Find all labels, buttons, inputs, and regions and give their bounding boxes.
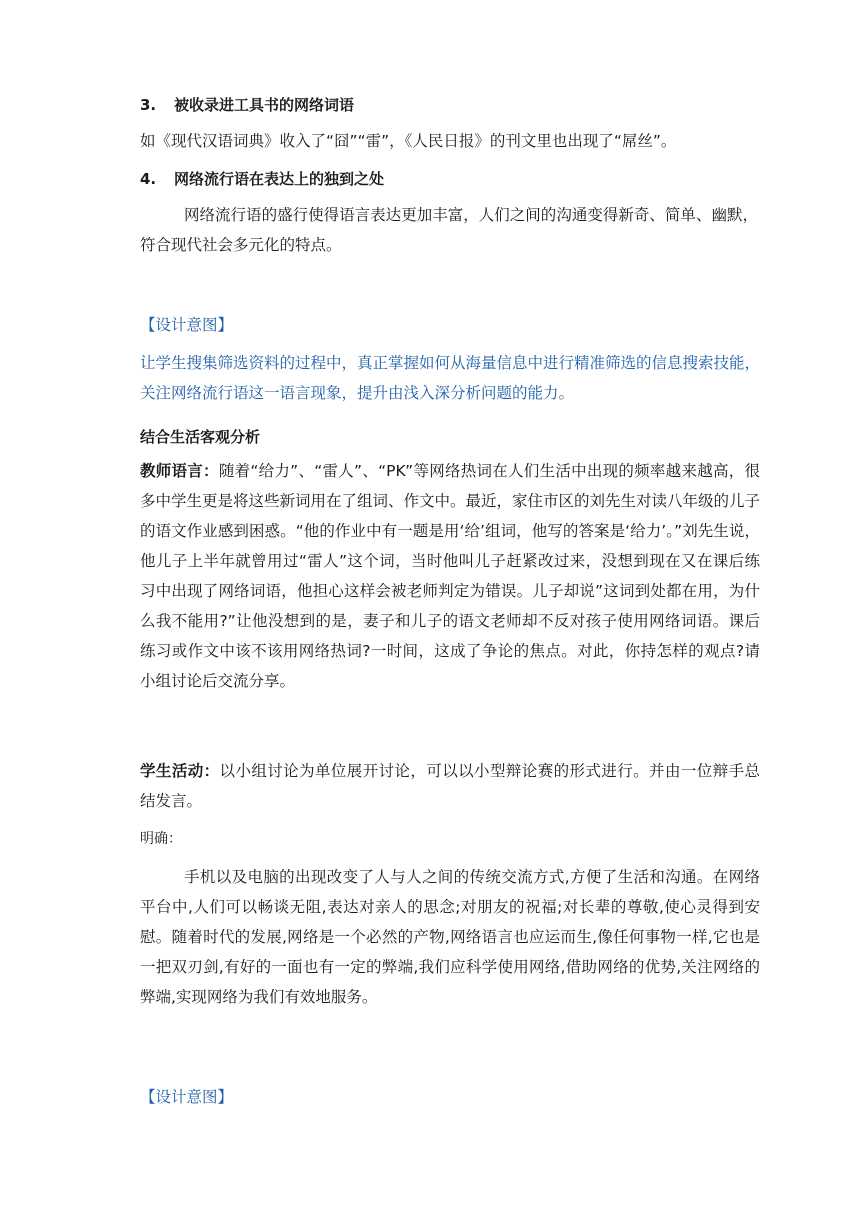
clarify-text: 手机以及电脑的出现改变了人与人之间的传统交流方式,方便了生活和沟通。在网络平台中,人们可以畅谈无阻,表达对亲人的思念;对朋友的祝福;对长辈的尊敬,使心灵得到安慰。随着时代的发展,网络是一个必然的产物,网络语言也应运而生,像任何事物一样,它也是一把双刃剑,有好的一面也有一定的弊端,我们应科学使用网络,借助网络的优势,关注网络的弊端,实现网络为我们有效地服务。 [140, 868, 760, 1006]
student-activity-text: 以小组讨论为单位展开讨论，可以以小型辩论赛的形式进行。并由一位辩手总结发言。 [140, 762, 760, 810]
section-3-heading [140, 90, 760, 120]
design-intent-label-1: 【设计意图】 [140, 316, 234, 334]
teacher-language-text: 随着“给力”、“雷人”、“PK”等网络热词在人们生活中出现的频率越来越高，很多中学生更是将这些新词用在了组词、作文中。最近，家住市区的刘先生对读八年级的儿子的语文作业感到困惑。“他的作业中有一题是用‘给’组词，他写的答案是‘给力’。”刘先生说，他儿子上半年就曾用过“雷人”这个词，当时他叫儿子赶紧改过来，没想到现在又在课后练习中出现了网络词语，他担心这样会被老师判定为错误。儿子却说”这词到处都在用，为什么我不能用?”让他没想到的是，妻子和儿子的语文老师却不反对孩子使用网络词语。课后练习或作文中该不该用网络热词?一时间，这成了争论的焦点。对此，你持怎样的观点?请小组讨论后交流分享。 [140, 462, 761, 690]
section-4-title: 网络流行语在表达上的独到之处 [174, 170, 385, 188]
section-4-body: 网络流行语的盛行使得语言表达更加丰富，人们之间的沟通变得新奇、简单、幽默，符合现代社会多元化的特点。 [140, 206, 758, 254]
teacher-language-paragraph [140, 456, 760, 696]
design-intent-text-1: 让学生搜集筛选资料的过程中，真正掌握如何从海量信息中进行精准筛选的信息搜索技能，关注网络流行语这一语言现象，提升由浅入深分析问题的能力。 [140, 354, 761, 402]
design-intent-label-2: 【设计意图】 [140, 1088, 234, 1106]
section-4-heading [140, 164, 760, 194]
student-activity-label: 学生活动： [140, 762, 220, 780]
section-3-body: 如《现代汉语词典》收入了“囧”“雷”，《人民日报》的刊文里也出现了“屌丝”。 [140, 132, 677, 150]
student-activity-paragraph [140, 756, 760, 816]
section-3-number: 3. [140, 96, 157, 114]
section-4-number: 4. [140, 170, 157, 188]
section-3-title: 被收录进工具书的网络词语 [174, 96, 355, 114]
clarify-label: 明确： [140, 831, 182, 847]
teacher-language-label: 教师语言： [140, 462, 219, 480]
analysis-title: 结合生活客观分析 [140, 428, 261, 446]
